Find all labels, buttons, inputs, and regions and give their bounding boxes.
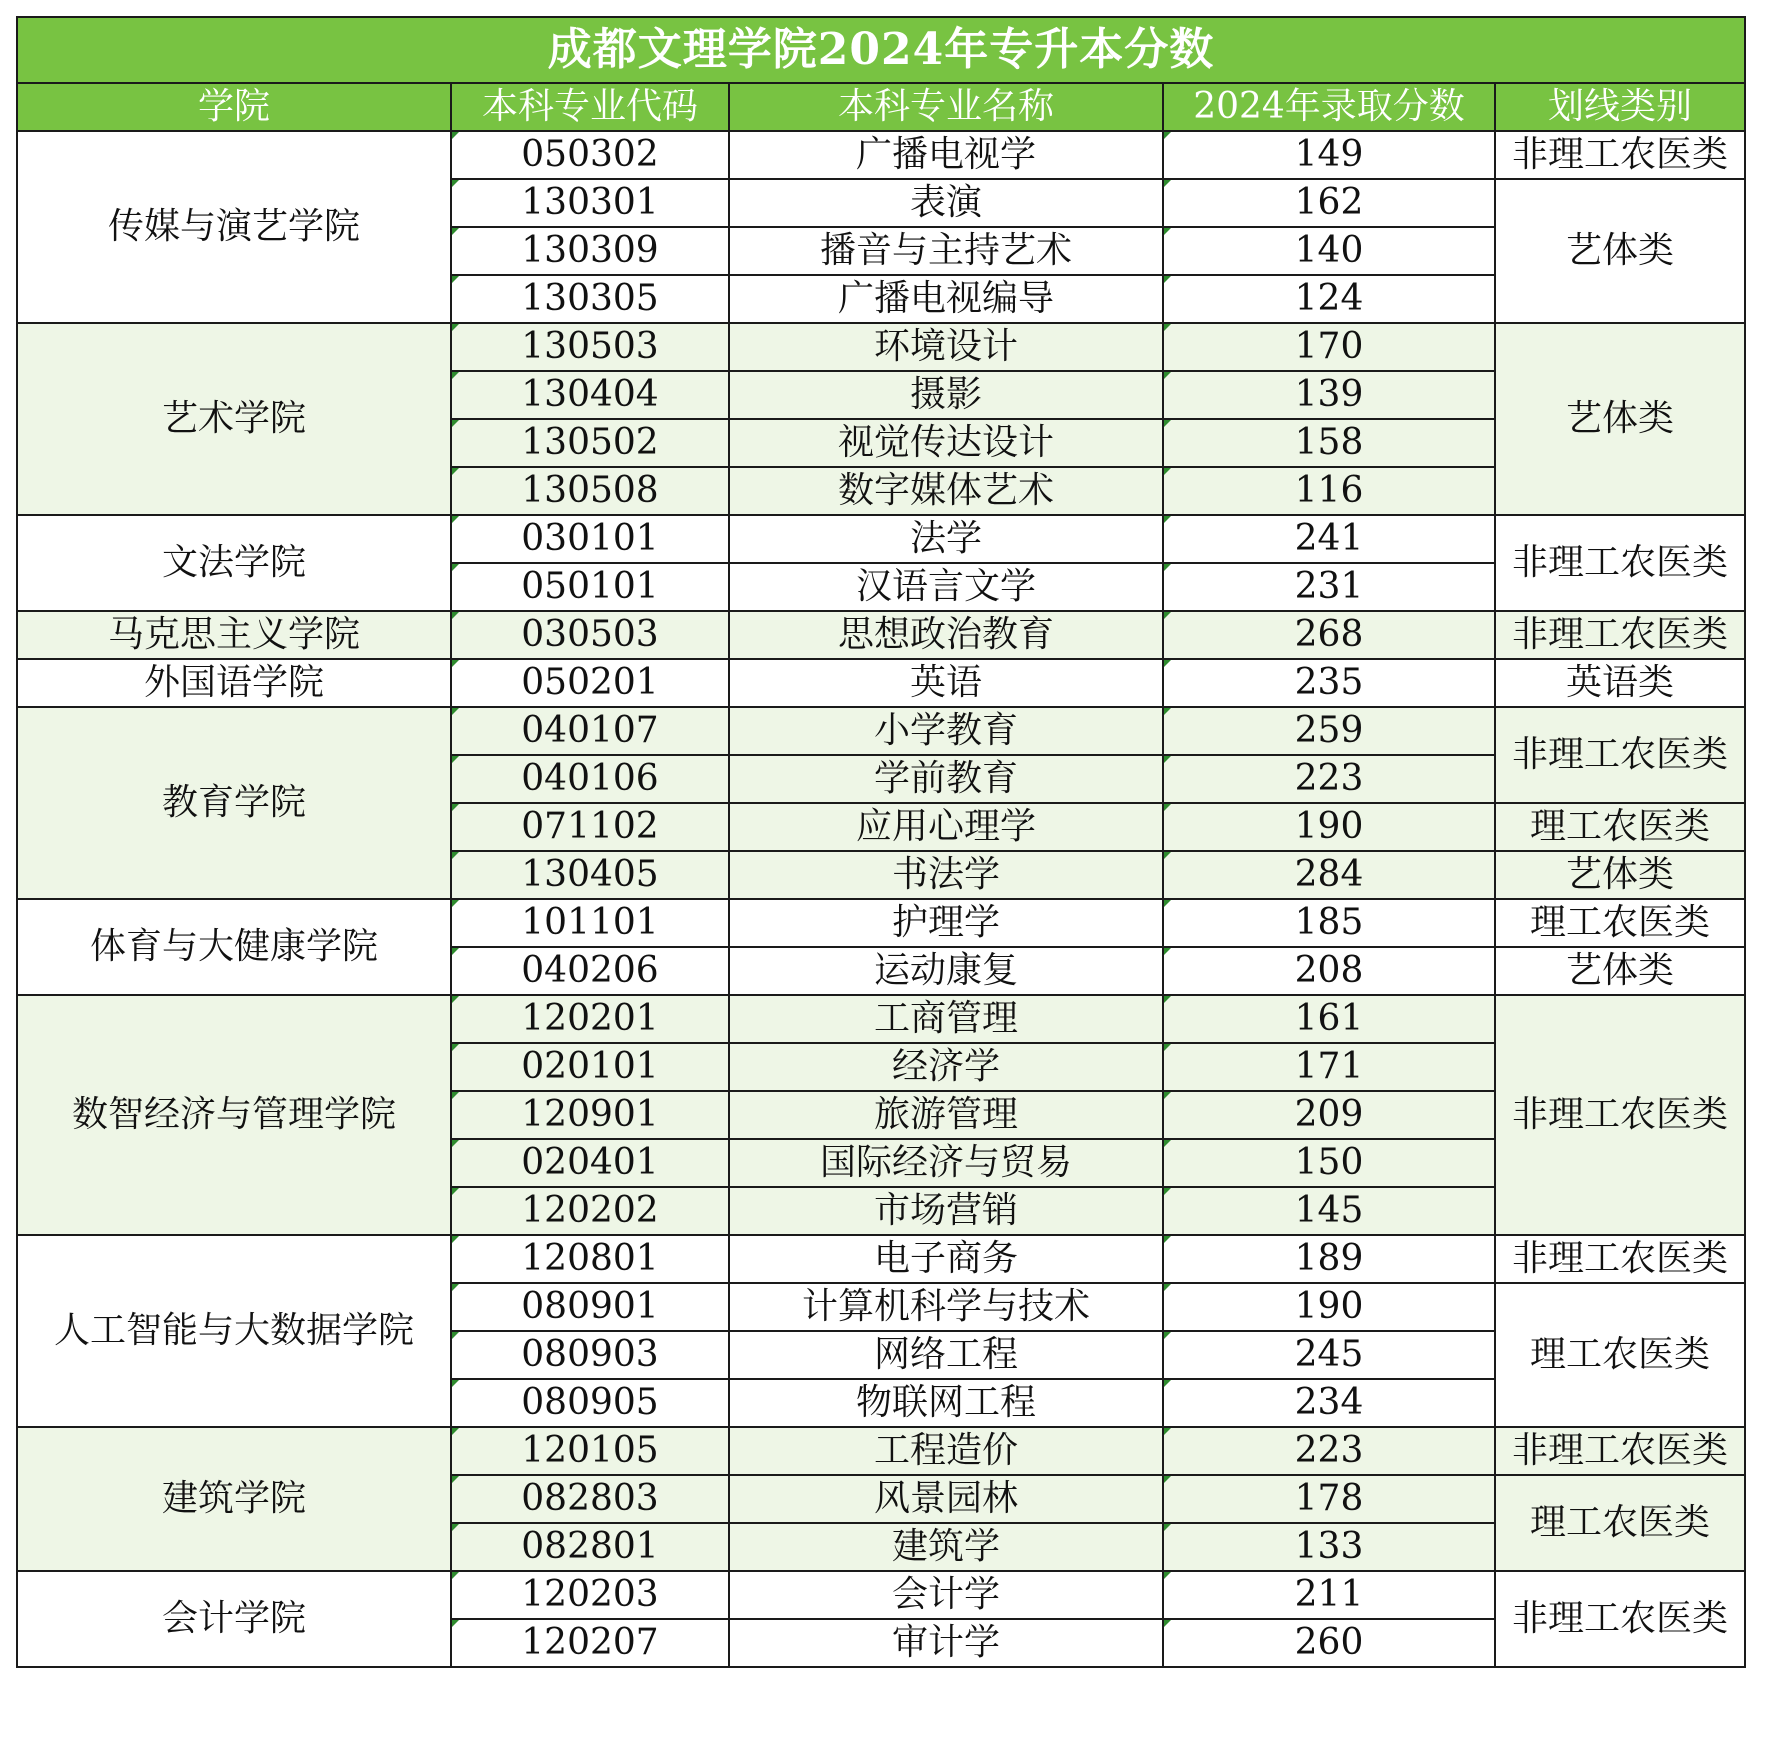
major-code-cell: 020401 [451,1139,729,1187]
college-name-cell: 人工智能与大数据学院 [17,1235,451,1427]
admission-score-cell: 208 [1163,947,1495,995]
major-name-cell: 计算机科学与技术 [729,1283,1163,1331]
college-name-cell: 数智经济与管理学院 [17,995,451,1235]
major-code-cell: 080901 [451,1283,729,1331]
header-major-name: 本科专业名称 [729,83,1163,131]
major-name-cell: 风景园林 [729,1475,1163,1523]
major-name-cell: 工程造价 [729,1427,1163,1475]
major-code-cell: 130508 [451,467,729,515]
admission-score-cell: 284 [1163,851,1495,899]
major-name-cell: 市场营销 [729,1187,1163,1235]
title-row [17,17,1745,83]
major-code-cell: 120207 [451,1619,729,1667]
table-row [17,899,1745,947]
table-row [17,995,1745,1043]
admission-score-cell: 235 [1163,659,1495,707]
major-code-cell: 040206 [451,947,729,995]
table-title: 成都文理学院2024年专升本分数 [17,17,1745,83]
major-code-cell: 082803 [451,1475,729,1523]
major-code-cell: 130405 [451,851,729,899]
admission-score-cell: 124 [1163,275,1495,323]
admission-score-cell: 223 [1163,755,1495,803]
major-code-cell: 050302 [451,131,729,179]
admission-score-cell: 145 [1163,1187,1495,1235]
admission-score-cell: 234 [1163,1379,1495,1427]
admission-score-cell: 171 [1163,1043,1495,1091]
major-code-cell: 030503 [451,611,729,659]
major-name-cell: 会计学 [729,1571,1163,1619]
major-code-cell: 050101 [451,563,729,611]
college-name-cell: 艺术学院 [17,323,451,515]
major-name-cell: 学前教育 [729,755,1163,803]
major-code-cell: 130309 [451,227,729,275]
category-cell: 非理工农医类 [1495,1427,1745,1475]
major-name-cell: 网络工程 [729,1331,1163,1379]
college-name-cell: 外国语学院 [17,659,451,707]
admission-score-cell: 139 [1163,371,1495,419]
major-code-cell: 040106 [451,755,729,803]
admission-score-cell: 209 [1163,1091,1495,1139]
category-cell: 非理工农医类 [1495,1571,1745,1667]
major-name-cell: 环境设计 [729,323,1163,371]
major-name-cell: 运动康复 [729,947,1163,995]
admission-score-cell: 170 [1163,323,1495,371]
college-name-cell: 会计学院 [17,1571,451,1667]
major-name-cell: 建筑学 [729,1523,1163,1571]
major-name-cell: 视觉传达设计 [729,419,1163,467]
major-code-cell: 071102 [451,803,729,851]
table-row [17,1235,1745,1283]
admission-score-cell: 260 [1163,1619,1495,1667]
major-code-cell: 120202 [451,1187,729,1235]
admission-score-cell: 140 [1163,227,1495,275]
major-code-cell: 120201 [451,995,729,1043]
admission-score-cell: 185 [1163,899,1495,947]
major-code-cell: 120901 [451,1091,729,1139]
admission-score-cell: 133 [1163,1523,1495,1571]
major-name-cell: 国际经济与贸易 [729,1139,1163,1187]
header-college: 学院 [17,83,451,131]
major-name-cell: 书法学 [729,851,1163,899]
admission-score-cell: 190 [1163,1283,1495,1331]
category-cell: 理工农医类 [1495,1475,1745,1571]
table-row [17,659,1745,707]
header-row [17,83,1745,131]
major-name-cell: 物联网工程 [729,1379,1163,1427]
admission-score-cell: 259 [1163,707,1495,755]
major-code-cell: 080903 [451,1331,729,1379]
major-code-cell: 020101 [451,1043,729,1091]
admission-score-cell: 190 [1163,803,1495,851]
admission-score-cell: 245 [1163,1331,1495,1379]
table-row [17,611,1745,659]
table-row [17,515,1745,563]
major-name-cell: 思想政治教育 [729,611,1163,659]
major-name-cell: 数字媒体艺术 [729,467,1163,515]
major-code-cell: 130305 [451,275,729,323]
header-major-code: 本科专业代码 [451,83,729,131]
major-code-cell: 030101 [451,515,729,563]
category-cell: 非理工农医类 [1495,515,1745,611]
major-name-cell: 英语 [729,659,1163,707]
score-sheet [16,16,1746,1668]
major-code-cell: 130301 [451,179,729,227]
header-admission-score: 2024年录取分数 [1163,83,1495,131]
admission-score-cell: 150 [1163,1139,1495,1187]
major-name-cell: 旅游管理 [729,1091,1163,1139]
major-name-cell: 应用心理学 [729,803,1163,851]
header-category: 划线类别 [1495,83,1745,131]
category-cell: 英语类 [1495,659,1745,707]
college-name-cell: 建筑学院 [17,1427,451,1571]
category-cell: 非理工农医类 [1495,1235,1745,1283]
admission-score-cell: 211 [1163,1571,1495,1619]
major-code-cell: 050201 [451,659,729,707]
major-code-cell: 080905 [451,1379,729,1427]
major-name-cell: 小学教育 [729,707,1163,755]
admission-score-cell: 241 [1163,515,1495,563]
major-name-cell: 工商管理 [729,995,1163,1043]
college-name-cell: 教育学院 [17,707,451,899]
major-name-cell: 播音与主持艺术 [729,227,1163,275]
admission-score-cell: 231 [1163,563,1495,611]
admission-score-cell: 149 [1163,131,1495,179]
major-code-cell: 101101 [451,899,729,947]
major-code-cell: 130503 [451,323,729,371]
major-code-cell: 120105 [451,1427,729,1475]
major-code-cell: 120801 [451,1235,729,1283]
major-name-cell: 护理学 [729,899,1163,947]
table-row [17,131,1745,179]
admission-score-cell: 162 [1163,179,1495,227]
major-name-cell: 表演 [729,179,1163,227]
category-cell: 理工农医类 [1495,803,1745,851]
major-name-cell: 电子商务 [729,1235,1163,1283]
category-cell: 艺体类 [1495,851,1745,899]
category-cell: 非理工农医类 [1495,131,1745,179]
score-table [16,16,1746,1668]
major-code-cell: 040107 [451,707,729,755]
table-row [17,323,1745,371]
category-cell: 艺体类 [1495,947,1745,995]
major-name-cell: 法学 [729,515,1163,563]
category-cell: 理工农医类 [1495,899,1745,947]
major-code-cell: 130404 [451,371,729,419]
admission-score-cell: 223 [1163,1427,1495,1475]
admission-score-cell: 116 [1163,467,1495,515]
table-row [17,1571,1745,1619]
table-row [17,707,1745,755]
major-name-cell: 汉语言文学 [729,563,1163,611]
category-cell: 艺体类 [1495,323,1745,515]
major-name-cell: 经济学 [729,1043,1163,1091]
category-cell: 艺体类 [1495,179,1745,323]
college-name-cell: 传媒与演艺学院 [17,131,451,323]
major-code-cell: 082801 [451,1523,729,1571]
admission-score-cell: 189 [1163,1235,1495,1283]
category-cell: 非理工农医类 [1495,611,1745,659]
major-name-cell: 审计学 [729,1619,1163,1667]
table-row [17,1427,1745,1475]
admission-score-cell: 158 [1163,419,1495,467]
major-name-cell: 广播电视编导 [729,275,1163,323]
major-code-cell: 120203 [451,1571,729,1619]
major-name-cell: 广播电视学 [729,131,1163,179]
category-cell: 理工农医类 [1495,1283,1745,1427]
admission-score-cell: 161 [1163,995,1495,1043]
college-name-cell: 文法学院 [17,515,451,611]
category-cell: 非理工农医类 [1495,707,1745,803]
admission-score-cell: 178 [1163,1475,1495,1523]
college-name-cell: 体育与大健康学院 [17,899,451,995]
category-cell: 非理工农医类 [1495,995,1745,1235]
admission-score-cell: 268 [1163,611,1495,659]
college-name-cell: 马克思主义学院 [17,611,451,659]
major-code-cell: 130502 [451,419,729,467]
major-name-cell: 摄影 [729,371,1163,419]
